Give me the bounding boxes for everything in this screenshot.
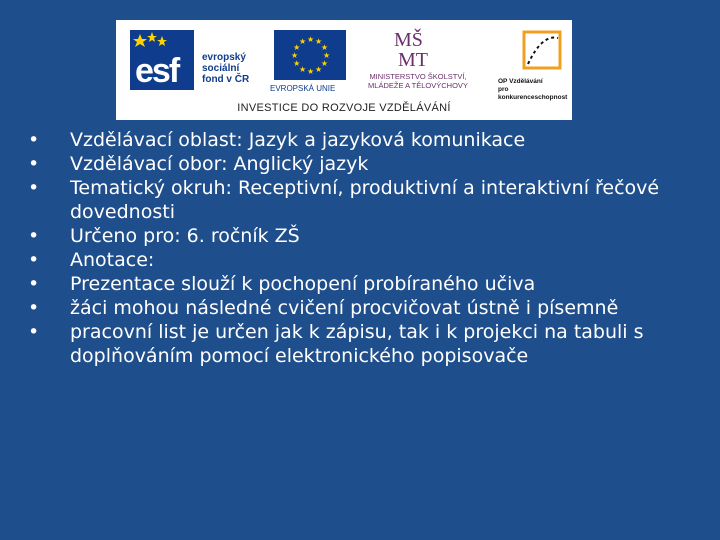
esf-caption-line: fond v ČR <box>202 74 250 85</box>
bullet-text: Tematický okruh: Receptivní, produktivní a interaktivní řečové dovednosti <box>70 177 660 223</box>
bullet-marker: • <box>28 177 40 199</box>
bullet-marker: • <box>28 249 40 271</box>
bullet-group-topic <box>28 176 700 248</box>
bullet-text: Anotace: <box>70 249 155 271</box>
msmt-caption-line: MINISTERSTVO ŠKOLSTVÍ, <box>369 72 467 81</box>
bullet-item <box>28 128 700 152</box>
msmt-caption <box>358 72 478 90</box>
bullet-marker: • <box>28 129 40 151</box>
eu-star-icon: ★ <box>315 37 323 47</box>
eu-star-icon: ★ <box>307 67 315 76</box>
msmt-logo <box>392 26 436 70</box>
bullet-text: pracovní list je určen jak k zápisu, tak i k projekci na tabuli s doplňováním pomocí elektronického popisovače <box>70 321 644 367</box>
esf-caption <box>202 52 249 85</box>
bullet-text: žáci mohou následné cvičení procvičovat ústně i písemně <box>70 297 619 319</box>
eu-star-icon: ★ <box>307 35 315 44</box>
msmt-mt-glyph: MT <box>398 49 428 70</box>
esf-caption-line: evropský <box>202 52 246 63</box>
bullet-item <box>28 152 700 176</box>
bullet-text: Prezentace slouží k pochopení probíraného učiva <box>70 273 536 295</box>
eu-caption: EVROPSKÁ UNIE <box>270 84 336 93</box>
esf-logo <box>130 30 194 90</box>
bullet-group-annotation <box>28 248 700 368</box>
bullet-marker: • <box>28 321 40 343</box>
eu-star-icon: ★ <box>299 37 307 47</box>
bullet-marker: • <box>28 273 40 295</box>
bullet-item <box>28 176 700 224</box>
eu-star-icon: ★ <box>320 59 329 68</box>
logo-banner <box>116 20 572 120</box>
eu-star-icon: ★ <box>299 64 307 74</box>
op-logo-icon <box>520 28 564 72</box>
op-caption-line: OP Vzdělávání <box>498 78 543 85</box>
eu-star-icon: ★ <box>320 43 329 52</box>
eu-star-icon: ★ <box>293 59 301 68</box>
bullet-marker: • <box>28 297 40 319</box>
op-caption <box>498 78 578 102</box>
slide-content <box>28 128 700 368</box>
bullet-text: Vzdělávací oblast: Jazyk a jazyková komunikace <box>70 129 526 151</box>
op-caption-line: pro konkurenceschopnost <box>498 86 568 101</box>
bullet-item <box>28 320 700 368</box>
bullet-marker: • <box>28 225 40 247</box>
bullet-group-subject <box>28 128 700 176</box>
bullet-item <box>28 248 700 272</box>
bullet-text: Vzdělávací obor: Anglický jazyk <box>70 153 369 175</box>
bullet-marker: • <box>28 153 40 175</box>
eu-star-icon: ★ <box>315 64 323 74</box>
eu-star-icon: ★ <box>323 51 331 60</box>
msmt-caption-line: MLÁDEŽE A TĚLOVÝCHOVY <box>368 81 468 90</box>
esf-caption-line: sociální <box>202 63 240 74</box>
msmt-ms-glyph: MŠ <box>394 29 423 51</box>
eu-star-icon: ★ <box>291 51 299 60</box>
bullet-item <box>28 224 700 248</box>
investice-caption: INVESTICE DO ROZVOJE VZDĚLÁVÁNÍ <box>237 102 451 114</box>
esf-wordmark: esf <box>135 52 179 90</box>
bullet-text: Určeno pro: 6. ročník ZŠ <box>70 225 300 247</box>
bullet-item <box>28 296 700 320</box>
eu-flag-icon <box>274 30 346 80</box>
bullet-item <box>28 272 700 296</box>
eu-star-icon: ★ <box>293 43 301 52</box>
